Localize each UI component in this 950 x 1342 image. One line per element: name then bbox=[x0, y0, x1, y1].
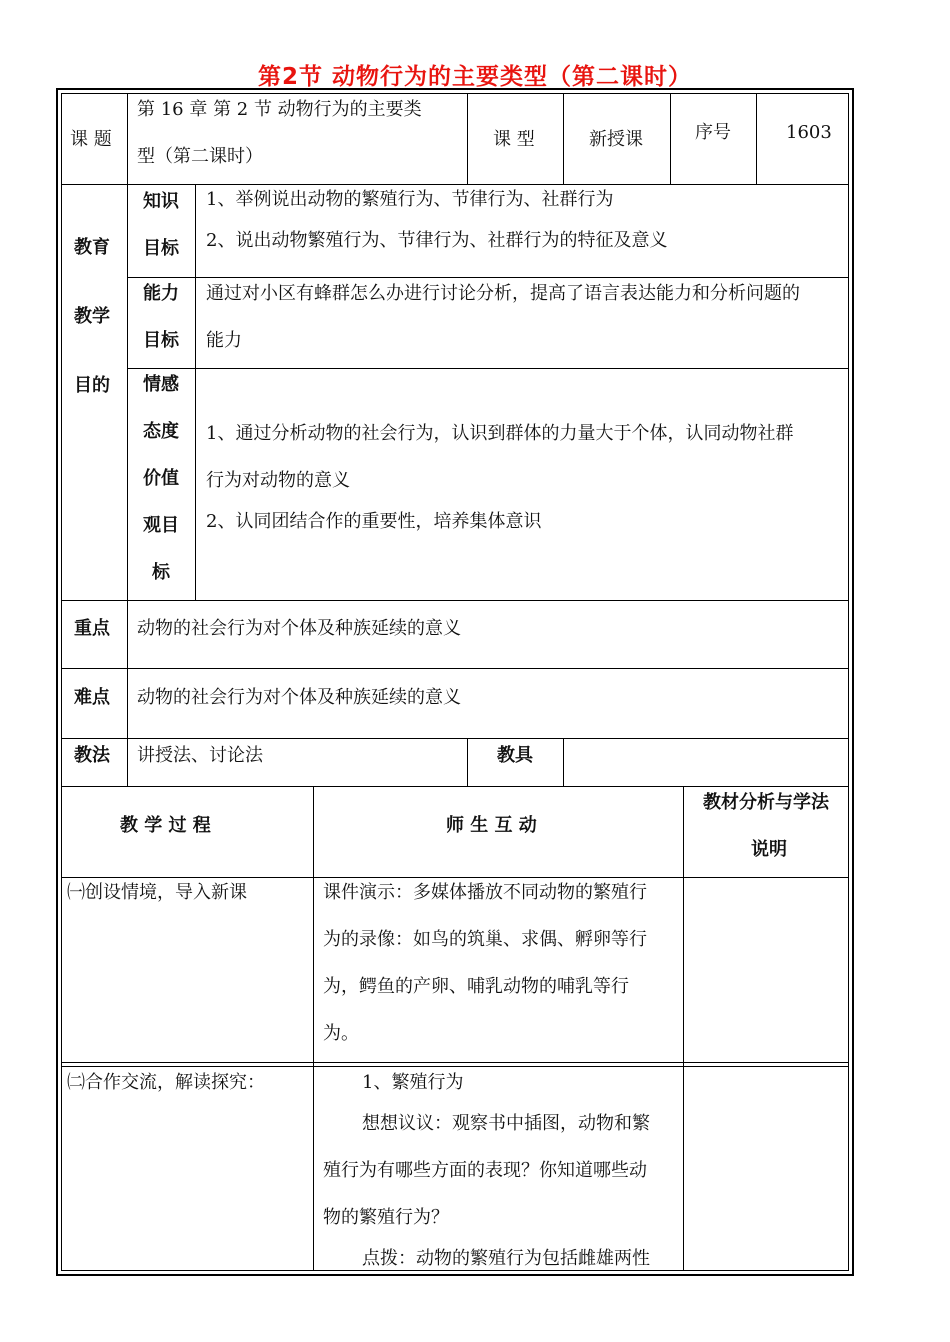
process-header-col3-line1: 教材分析与学法 bbox=[703, 792, 829, 813]
step-1-line-3: 为，鳄鱼的产卵、哺乳动物的哺乳等行 bbox=[323, 976, 629, 997]
difficulty-label: 难点 bbox=[74, 687, 110, 708]
ability-line-2: 能力 bbox=[206, 330, 242, 351]
step-2-line-3: 殖行为有哪些方面的表现？你知道哪些动 bbox=[323, 1160, 647, 1181]
knowledge-label-2: 目标 bbox=[143, 238, 179, 259]
objectives-label-3: 目的 bbox=[74, 375, 110, 396]
knowledge-label-1: 知识 bbox=[143, 191, 179, 212]
knowledge-item-1: 1、举例说出动物的繁殖行为、节律行为、社群行为 bbox=[206, 189, 614, 210]
col-divider bbox=[756, 93, 757, 184]
emotion-label-4: 观目 bbox=[143, 515, 179, 536]
emotion-label-1: 情感 bbox=[143, 374, 179, 395]
process-header-col3-line2: 说明 bbox=[751, 839, 787, 860]
step-2-line-5: 点拨：动物的繁殖行为包括雌雄两性 bbox=[362, 1248, 650, 1269]
step-1-line-2: 为的录像：如鸟的筑巢、求偶、孵卵等行 bbox=[323, 929, 647, 950]
emotion-line-3: 2、认同团结合作的重要性，培养集体意识 bbox=[206, 511, 542, 532]
emotion-line-1: 1、通过分析动物的社会行为，认识到群体的力量大于个体，认同动物社群 bbox=[206, 423, 794, 444]
emotion-label-2: 态度 bbox=[143, 421, 179, 442]
row-divider bbox=[61, 600, 849, 601]
type-label: 课 型 bbox=[493, 129, 535, 150]
step-1-line-4: 为。 bbox=[323, 1023, 359, 1044]
method-text: 讲授法、讨论法 bbox=[137, 745, 263, 766]
ability-line-1: 通过对小区有蜂群怎么办进行讨论分析，提高了语言表达能力和分析问题的 bbox=[206, 283, 800, 304]
serial-value: 1603 bbox=[786, 122, 832, 143]
col-divider bbox=[670, 93, 671, 184]
step-2-stage: ㈡合作交流，解读探究： bbox=[67, 1072, 265, 1093]
key-point-text: 动物的社会行为对个体及种族延续的意义 bbox=[137, 618, 461, 639]
emotion-label-5: 标 bbox=[152, 562, 170, 583]
process-header-col2: 师 生 互 动 bbox=[446, 815, 537, 836]
emotion-line-2: 行为对动物的意义 bbox=[206, 470, 350, 491]
step-1-line-1: 课件演示：多媒体播放不同动物的繁殖行 bbox=[323, 882, 647, 903]
page-title: 第2节 动物行为的主要类型（第二课时） bbox=[257, 64, 692, 90]
objectives-label-2: 教学 bbox=[74, 306, 110, 327]
step-1-stage: ㈠创设情境，导入新课 bbox=[67, 882, 247, 903]
difficulty-text: 动物的社会行为对个体及种族延续的意义 bbox=[137, 687, 461, 708]
step-2-line-1: 1、繁殖行为 bbox=[362, 1072, 464, 1093]
type-value: 新授课 bbox=[589, 129, 643, 150]
ability-label-2: 目标 bbox=[143, 330, 179, 351]
col-divider bbox=[683, 786, 684, 1271]
ability-label-1: 能力 bbox=[143, 283, 179, 304]
topic-line-1: 第 16 章 第 2 节 动物行为的主要类 bbox=[137, 99, 422, 120]
topic-line-2: 型（第二课时） bbox=[137, 146, 263, 167]
col-divider bbox=[563, 93, 564, 184]
row-divider bbox=[127, 368, 849, 369]
tools-label: 教具 bbox=[497, 745, 533, 766]
topic-label: 课 题 bbox=[70, 129, 112, 150]
key-point-label: 重点 bbox=[74, 618, 110, 639]
step-2-line-2: 想想议议：观察书中插图，动物和繁 bbox=[362, 1113, 650, 1134]
method-label: 教法 bbox=[74, 745, 110, 766]
serial-label: 序号 bbox=[695, 122, 731, 143]
col-divider bbox=[195, 184, 196, 600]
process-header-col1: 教 学 过 程 bbox=[120, 815, 211, 836]
col-divider bbox=[467, 93, 468, 184]
col-divider bbox=[127, 93, 128, 786]
row-divider bbox=[61, 668, 849, 669]
col-divider bbox=[467, 738, 468, 786]
emotion-label-3: 价值 bbox=[143, 468, 179, 489]
knowledge-item-2: 2、说出动物繁殖行为、节律行为、社群行为的特征及意义 bbox=[206, 230, 668, 251]
col-divider bbox=[563, 738, 564, 786]
step-2-line-4: 物的繁殖行为？ bbox=[323, 1207, 449, 1228]
objectives-label-1: 教育 bbox=[74, 237, 110, 258]
col-divider bbox=[313, 786, 314, 1271]
